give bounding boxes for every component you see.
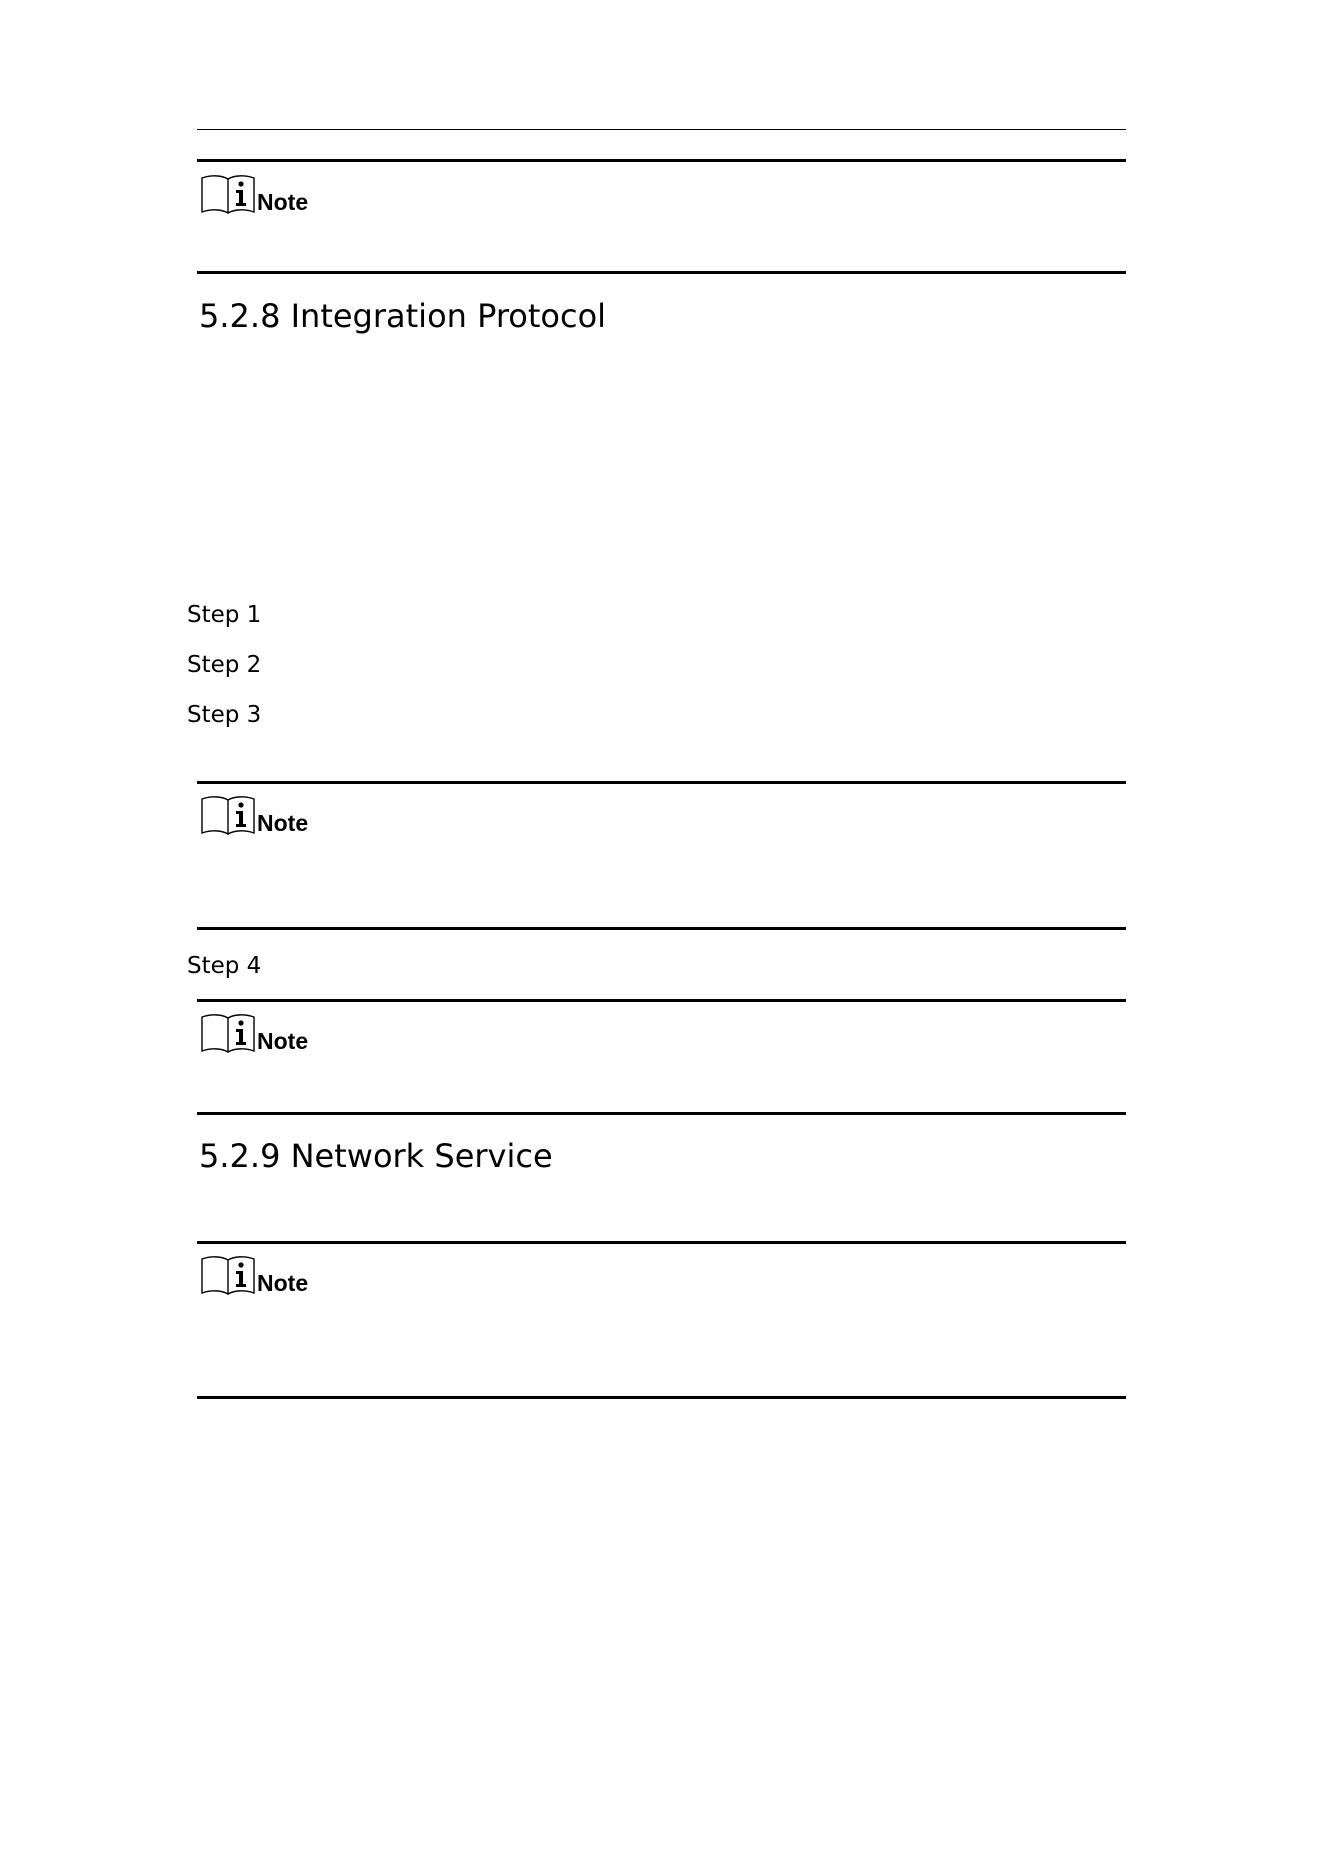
note-top-rule bbox=[197, 999, 1126, 1002]
note-callout bbox=[201, 796, 308, 836]
note-top-rule bbox=[197, 159, 1126, 162]
note-label: Note bbox=[257, 1028, 309, 1054]
info-book-icon bbox=[201, 1014, 255, 1054]
info-book-icon bbox=[201, 175, 255, 215]
info-book-icon bbox=[201, 1256, 255, 1296]
step-label-3: Step 3 bbox=[187, 702, 262, 728]
note-top-rule bbox=[197, 1241, 1126, 1244]
note-label: Note bbox=[257, 189, 309, 215]
note-bottom-rule bbox=[197, 271, 1126, 274]
note-label: Note bbox=[257, 810, 309, 836]
header-divider bbox=[197, 129, 1126, 130]
note-callout bbox=[201, 1014, 308, 1054]
note-bottom-rule bbox=[197, 927, 1126, 930]
note-bottom-rule bbox=[197, 1112, 1126, 1115]
note-label: Note bbox=[257, 1270, 309, 1296]
section-heading-integration-protocol: 5.2.8 Integration Protocol bbox=[199, 297, 607, 335]
note-callout bbox=[201, 1256, 308, 1296]
info-book-icon bbox=[201, 796, 255, 836]
step-label-2: Step 2 bbox=[187, 652, 262, 678]
step-label-4: Step 4 bbox=[187, 953, 262, 979]
note-callout bbox=[201, 175, 308, 215]
note-bottom-rule bbox=[197, 1396, 1126, 1399]
step-label-1: Step 1 bbox=[187, 602, 262, 628]
section-heading-network-service: 5.2.9 Network Service bbox=[199, 1137, 553, 1175]
note-top-rule bbox=[197, 781, 1126, 784]
